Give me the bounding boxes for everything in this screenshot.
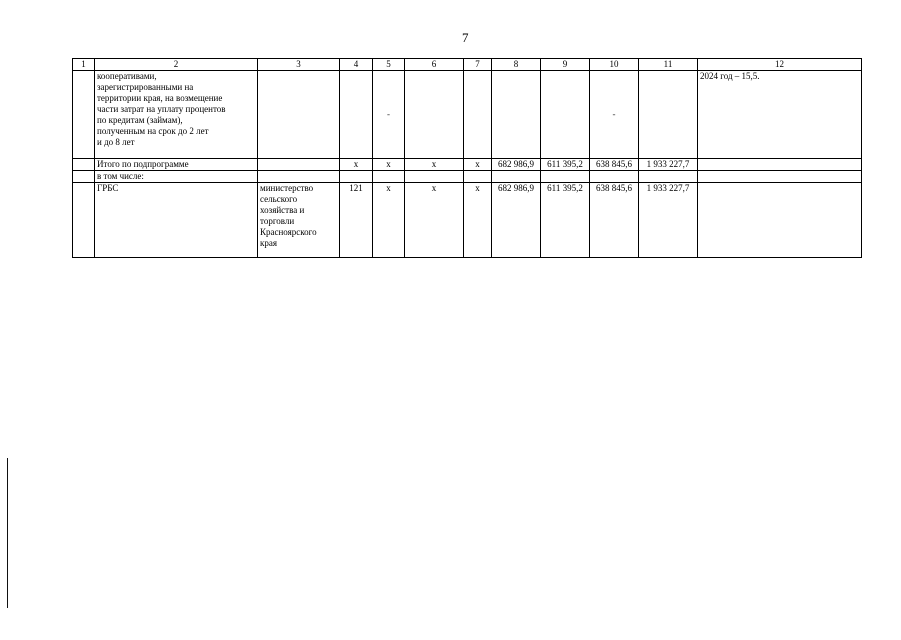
- header-cell: 5: [373, 59, 405, 71]
- cell-2024: 638 845,6: [590, 183, 639, 258]
- dash-mark: -: [387, 109, 390, 119]
- scan-margin-line: [7, 458, 8, 608]
- header-cell: 6: [405, 59, 464, 71]
- header-cell: 7: [464, 59, 492, 71]
- cell-c5: x: [373, 159, 405, 171]
- cell-2022: 682 986,9: [492, 159, 541, 171]
- cell-c4: x: [340, 159, 373, 171]
- table-row-grbs: [73, 183, 862, 258]
- header-cell: 2: [95, 59, 258, 71]
- cell-c7: x: [464, 159, 492, 171]
- header-cell: 9: [541, 59, 590, 71]
- result-note: 2024 год – 15,5.: [698, 71, 862, 159]
- cell-c6: x: [405, 159, 464, 171]
- table-row-total: [73, 159, 862, 171]
- header-cell: 10: [590, 59, 639, 71]
- header-cell: 8: [492, 59, 541, 71]
- grbs-label: ГРБС: [95, 183, 258, 258]
- budget-table: [72, 58, 862, 258]
- header-cell: 1: [73, 59, 95, 71]
- total-label: Итого по подпрограмме: [95, 159, 258, 171]
- cell-total: 1 933 227,7: [639, 183, 698, 258]
- cell-2023: 611 395,2: [541, 183, 590, 258]
- dash-mark: -: [612, 109, 616, 119]
- measure-description: кооперативами, зарегистрированными на территории края, на возмещение части затрат на уплату процентов по кредитам (займам), полученным на срок до 2 лет и до 8 лет: [95, 71, 258, 159]
- cell-c4: 121: [340, 183, 373, 258]
- header-cell: 4: [340, 59, 373, 71]
- header-cell: 12: [698, 59, 862, 71]
- including-label: в том числе:: [95, 171, 258, 183]
- cell-c7: x: [464, 183, 492, 258]
- header-cell: 11: [639, 59, 698, 71]
- cell-2022: 682 986,9: [492, 183, 541, 258]
- header-cell: 3: [258, 59, 340, 71]
- cell-2023: 611 395,2: [541, 159, 590, 171]
- header-row: [73, 59, 862, 71]
- cell-total: 1 933 227,7: [639, 159, 698, 171]
- ministry-name: министерство сельского хозяйства и торговли Красноярского края: [258, 183, 340, 258]
- page-number: 7: [462, 30, 469, 45]
- cell-2024: 638 845,6: [590, 159, 639, 171]
- table-row-continuation: [73, 71, 862, 159]
- cell-c6: x: [405, 183, 464, 258]
- table-row-including: [73, 171, 862, 183]
- cell-c5: x: [373, 183, 405, 258]
